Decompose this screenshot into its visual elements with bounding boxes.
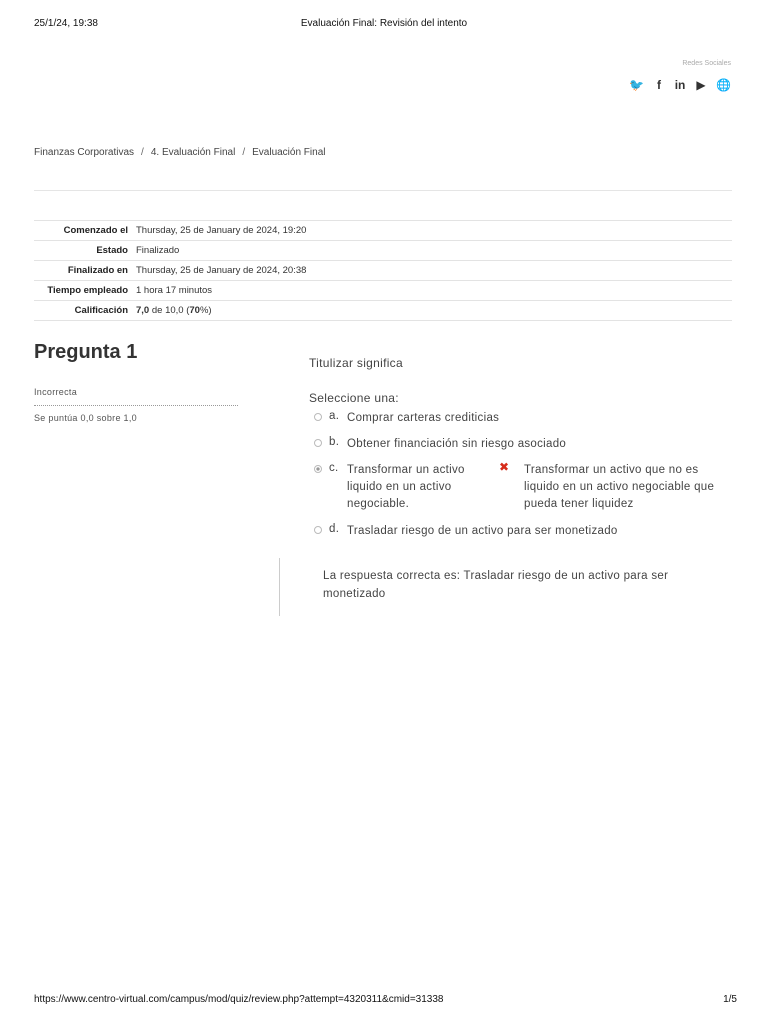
print-page-number: 1/5 bbox=[723, 994, 737, 1005]
dotted-divider bbox=[34, 405, 238, 406]
option-letter: c. bbox=[329, 462, 339, 474]
linkedin-icon[interactable]: in bbox=[674, 78, 686, 92]
option-text: Transformar un activo liquido en un activo negociable. bbox=[347, 464, 465, 510]
breadcrumb-course[interactable]: Finanzas Corporativas bbox=[34, 147, 135, 158]
globe-icon[interactable]: 🌐 bbox=[716, 78, 731, 92]
breadcrumb bbox=[34, 147, 325, 158]
answer-option-c[interactable] bbox=[314, 462, 487, 513]
correct-answer: La respuesta correcta es: Trasladar riesgo de un activo para ser monetizado bbox=[323, 570, 669, 600]
summary-value: Finalizado bbox=[132, 241, 732, 261]
radio-button[interactable] bbox=[314, 413, 322, 421]
divider bbox=[34, 190, 732, 191]
option-feedback: Transformar un activo que no es liquido en un activo negociable que pueda tener liquidez bbox=[524, 464, 715, 510]
summary-row bbox=[34, 281, 732, 301]
social-icons bbox=[629, 78, 731, 92]
question-state: Incorrecta bbox=[34, 387, 78, 397]
summary-value: Thursday, 25 de January de 2024, 20:38 bbox=[132, 261, 732, 281]
summary-label: Finalizado en bbox=[34, 261, 132, 281]
summary-row bbox=[34, 221, 732, 241]
summary-row bbox=[34, 241, 732, 261]
feedback-divider bbox=[279, 558, 280, 616]
option-letter: d. bbox=[329, 523, 340, 535]
summary-value: Thursday, 25 de January de 2024, 19:20 bbox=[132, 221, 732, 241]
question-grade: Se puntúa 0,0 sobre 1,0 bbox=[34, 413, 137, 423]
select-prompt: Seleccione una: bbox=[309, 391, 399, 405]
option-text: Obtener financiación sin riesgo asociado bbox=[347, 438, 567, 450]
summary-grade-value bbox=[132, 301, 732, 321]
option-letter: b. bbox=[329, 436, 340, 448]
radio-button-selected[interactable] bbox=[314, 465, 322, 473]
incorrect-icon: ✖ bbox=[499, 460, 510, 474]
breadcrumb-separator: / bbox=[141, 147, 144, 158]
radio-button[interactable] bbox=[314, 439, 322, 447]
answer-option-b[interactable] bbox=[314, 436, 566, 453]
breadcrumb-section[interactable]: 4. Evaluación Final bbox=[150, 147, 236, 158]
breadcrumb-quiz[interactable]: Evaluación Final bbox=[252, 147, 326, 158]
option-letter: a. bbox=[329, 410, 340, 422]
facebook-icon[interactable]: f bbox=[657, 78, 662, 92]
summary-row bbox=[34, 261, 732, 281]
summary-label: Tiempo empleado bbox=[34, 281, 132, 301]
youtube-icon[interactable]: ▶ bbox=[696, 78, 706, 92]
option-text: Trasladar riesgo de un activo para ser monetizado bbox=[347, 525, 618, 537]
answer-option-a[interactable] bbox=[314, 410, 499, 427]
grade-mid: de 10,0 ( bbox=[149, 305, 190, 316]
summary-value: 1 hora 17 minutos bbox=[132, 281, 732, 301]
summary-label: Estado bbox=[34, 241, 132, 261]
social-label: Redes Sociales bbox=[682, 60, 731, 67]
summary-row-grade bbox=[34, 301, 732, 321]
attempt-summary-table bbox=[34, 220, 732, 321]
question-text: Titulizar significa bbox=[309, 356, 403, 370]
print-title: Evaluación Final: Revisión del intento bbox=[300, 18, 468, 29]
summary-label: Calificación bbox=[34, 301, 132, 321]
radio-button[interactable] bbox=[314, 526, 322, 534]
summary-label: Comenzado el bbox=[34, 221, 132, 241]
question-title: Pregunta 1 bbox=[34, 341, 138, 363]
grade-end: %) bbox=[199, 305, 212, 316]
breadcrumb-separator: / bbox=[242, 147, 246, 158]
grade-percent: 70 bbox=[189, 305, 200, 316]
print-url: https://www.centro-virtual.com/campus/mod/quiz/review.php?attempt=4320311&cmid=31338 bbox=[34, 994, 444, 1005]
twitter-icon[interactable]: 🐦 bbox=[629, 78, 645, 92]
grade-score: 7,0 bbox=[136, 305, 150, 316]
answer-option-d[interactable] bbox=[314, 523, 618, 540]
option-text: Comprar carteras crediticias bbox=[347, 412, 500, 424]
print-datetime: 25/1/24, 19:38 bbox=[34, 18, 98, 29]
